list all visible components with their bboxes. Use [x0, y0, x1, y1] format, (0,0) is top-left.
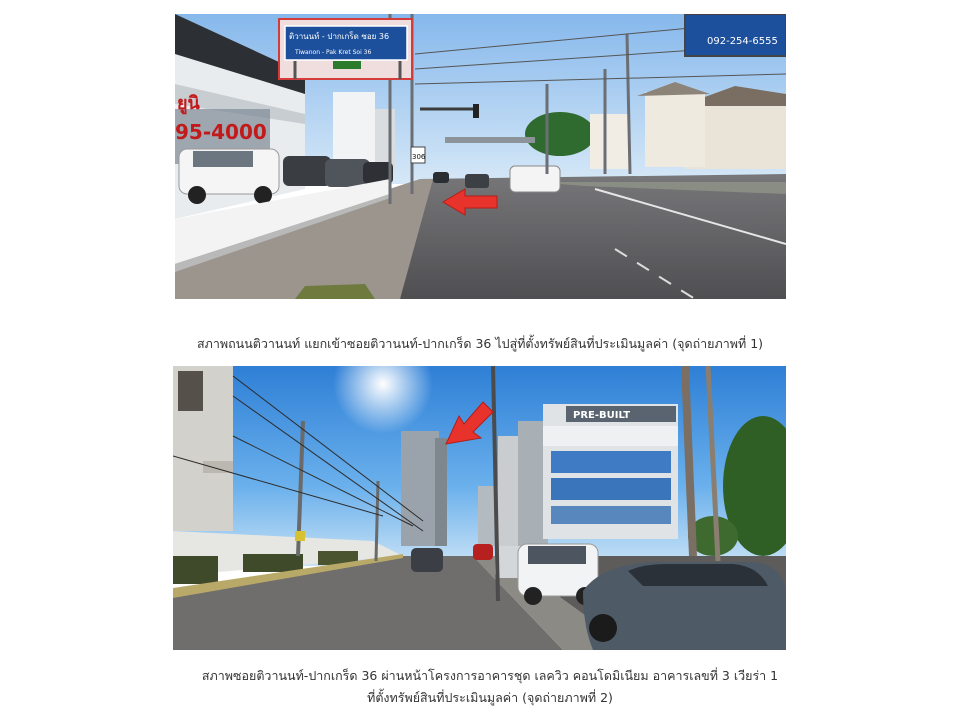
street-sign	[279, 19, 412, 79]
caption-1: สภาพถนนติวานนท์ แยกเข้าซอยติวานนท์-ปากเกร็ด 36 ไปสู่ที่ตั้งทรัพย์สินที่ประเมินมูลค่า (จุดถ่ายภาพที่ 1)	[196, 336, 764, 351]
street-sign-thai: ติวานนท์ - ปากเกร็ด ซอย 36	[289, 32, 390, 41]
building-sign: PRE-BUILT	[573, 410, 631, 421]
dealer-sign: ยูนิ	[177, 93, 200, 114]
caption-2-line-2: ที่ตั้งทรัพย์สินที่ประเมินมูลค่า (จุดถ่ายภาพที่ 2)	[367, 690, 613, 705]
caption-2-line-1: สภาพซอยติวานนท์-ปากเกร็ด 36 ผ่านหน้าโครงการอาคารชุด เลควิว คอนโดมิเนียม อาคารเลขที่ 3 เวียร่า 1	[201, 668, 779, 683]
km-sign: 306	[412, 153, 426, 161]
prebuilt-building	[543, 404, 678, 539]
dealer-phone: 95-4000	[175, 120, 267, 144]
pickup-truck	[510, 166, 560, 192]
photo-1	[175, 14, 786, 299]
car	[411, 548, 443, 572]
photo-2	[173, 366, 786, 650]
billboard-phone: 092-254-6555	[707, 36, 778, 47]
street-sign-english: Tiwanon - Pak Kret Soi 36	[295, 49, 372, 56]
billboard	[685, 14, 786, 56]
